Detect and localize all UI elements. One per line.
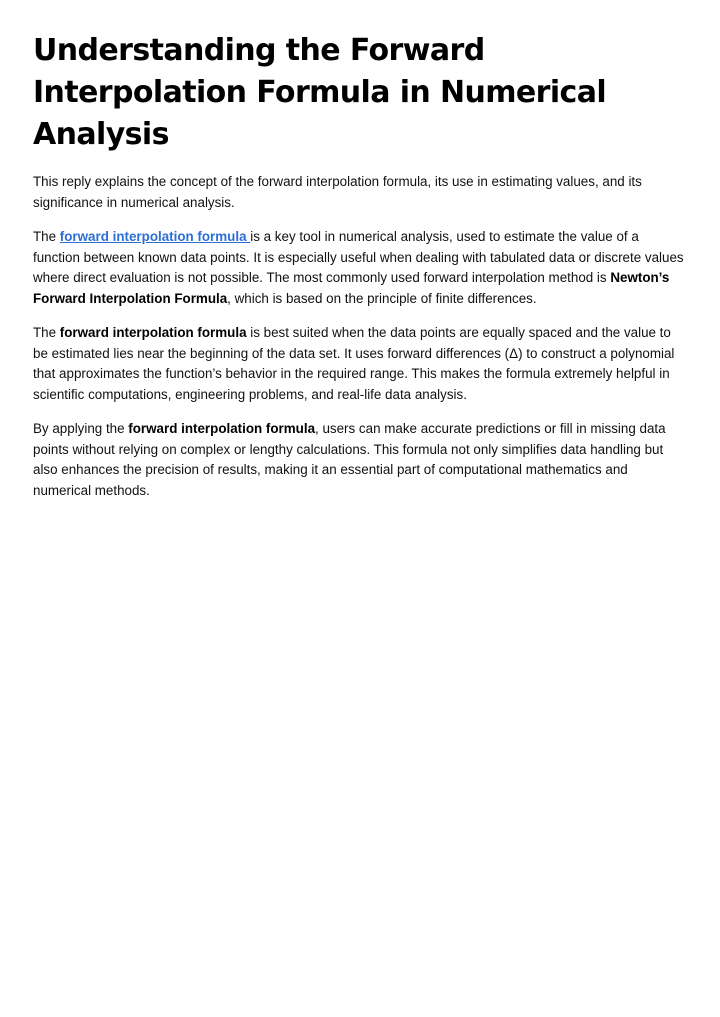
page-title: Understanding the Forward Interpolation Formula in Numerical Analysis (33, 33, 607, 152)
paragraph-1-bold: Newton’s Forward Interpolation Formula (33, 270, 670, 306)
paragraph-2-text-b: is best suited when the data points are equally spaced and the value to be estimated lies near the beginning of the data set. It uses forward differences (Δ) to construct a polynomial that approximates the function’s behavior in the required range. This makes the formula extremely helpful in scientific computations, engineering problems, and real-life data analysis. (33, 325, 675, 402)
paragraph-3 (33, 419, 685, 501)
paragraph-3-bold: forward interpolation formula (128, 421, 316, 436)
paragraph-1-text-b: is a key tool in numerical analysis, used to estimate the value of a function between known data points. It is especially useful when dealing with tabulated data or discrete values where direct evaluation is not possible. The most commonly used forward interpolation method is (33, 229, 684, 285)
paragraph-3-text-a: By applying the (33, 421, 129, 436)
paragraph-1 (33, 227, 685, 309)
paragraph-1-text-c: , which is based on the principle of finite differences. (227, 290, 537, 306)
paragraph-2-text-a: The (33, 325, 60, 340)
paragraph-3-text-b: , users can make accurate predictions or fill in missing data points without relying on complex or lengthy calculations. This formula not only simplifies data handling but also enhances the precision of results, making it an essential part of computational mathematics and numerical methods. (33, 421, 666, 498)
paragraph-1-text-a: The (33, 229, 60, 244)
forward-interpolation-link[interactable]: forward interpolation formula (59, 229, 251, 244)
paragraph-2 (33, 323, 685, 405)
paragraph-2-bold: forward interpolation formula (59, 325, 247, 340)
document-body (33, 30, 685, 515)
intro-paragraph: This reply explains the concept of the forward interpolation formula, its use in estimating values, and its significance in numerical analysis. (33, 174, 642, 210)
